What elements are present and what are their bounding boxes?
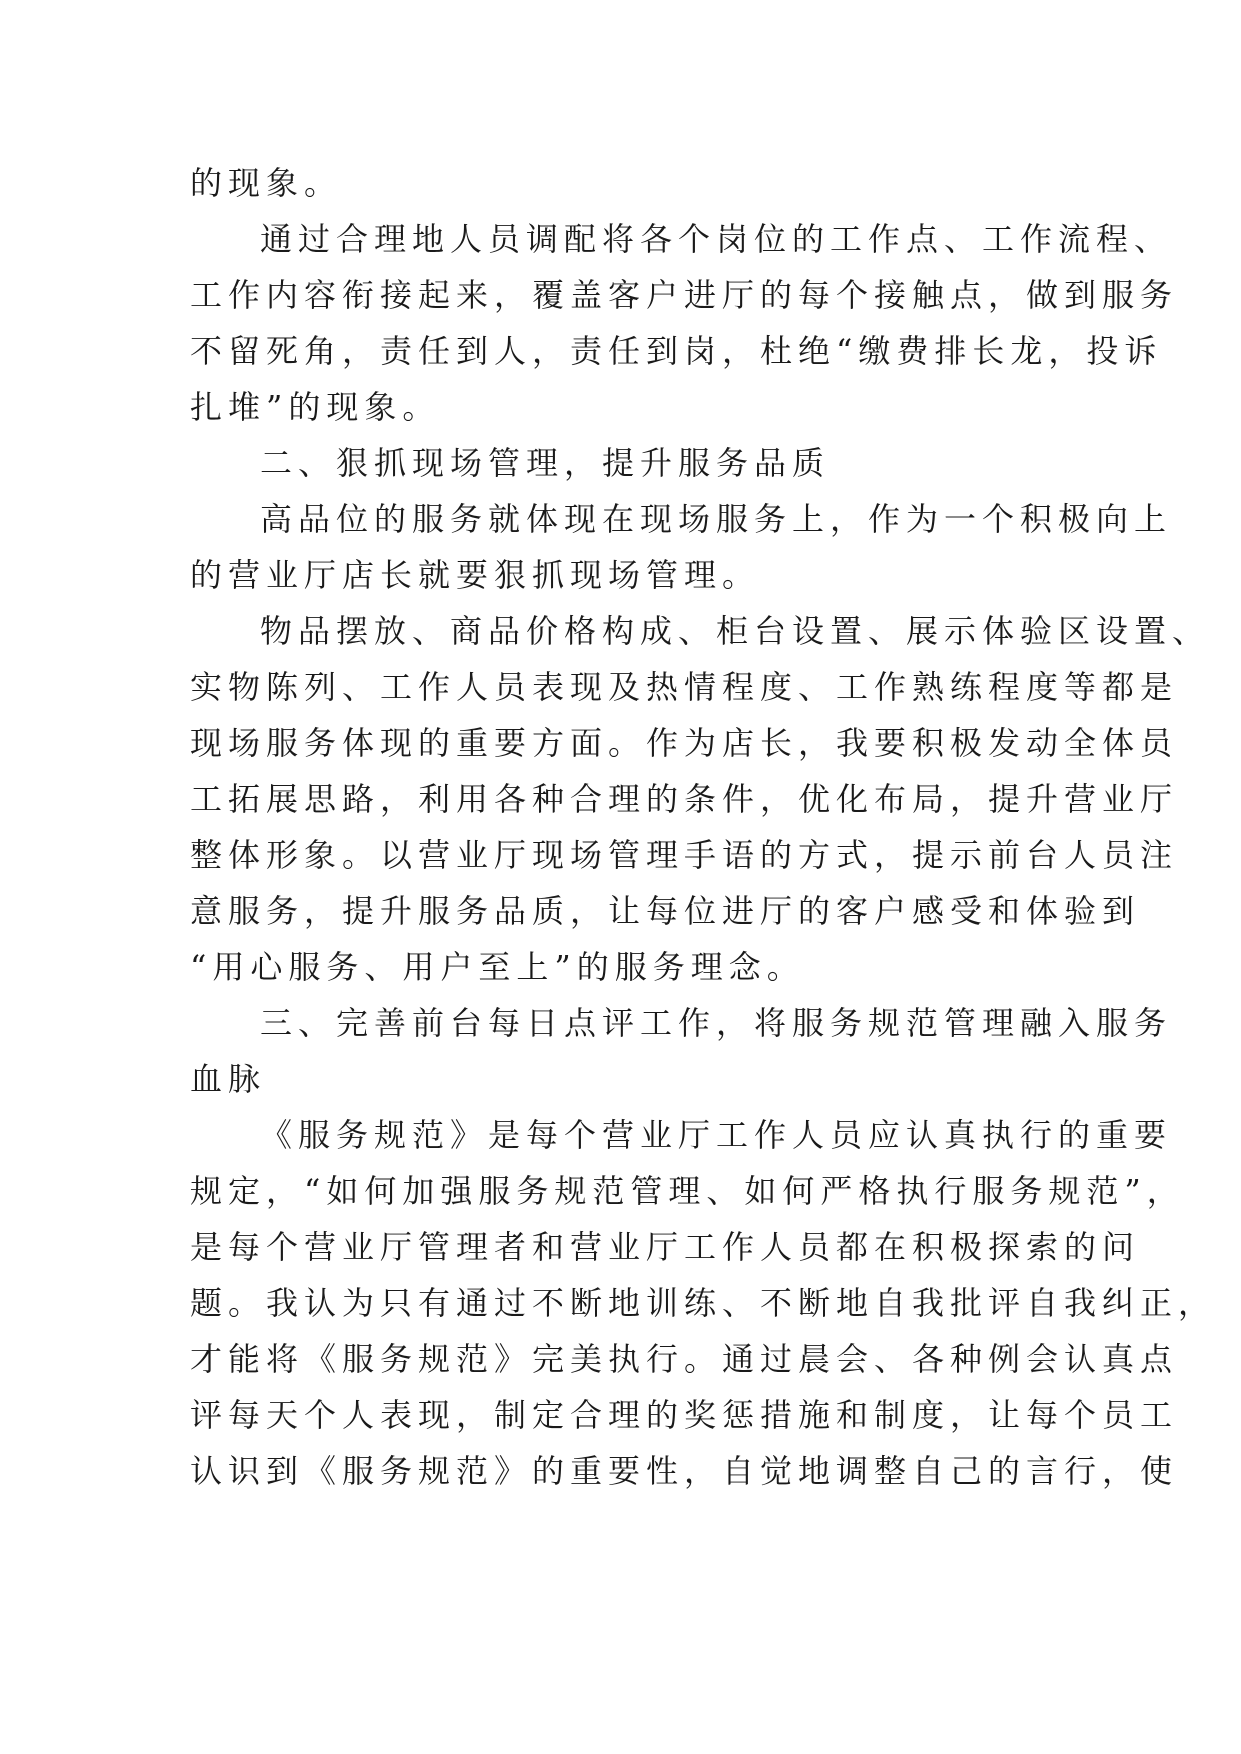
text-line: 规定，“如何加强服务规范管理、如何严格执行服务规范”， (190, 1172, 1185, 1210)
paragraph-start-line: 高品位的服务就体现在现场服务上，作为一个积极向上 (260, 500, 1173, 538)
text-line: 血脉 (190, 1060, 267, 1098)
text-line: 题。我认为只有通过不断地训练、不断地自我批评自我纠正， (190, 1284, 1217, 1322)
text-line: 工作内容衔接起来，覆盖客户进厅的每个接触点，做到服务 (190, 276, 1179, 314)
section-heading-2: 二、狠抓现场管理，提升服务品质 (260, 444, 831, 482)
text-line: 不留死角，责任到人，责任到岗，杜绝“缴费排长龙，投诉 (190, 332, 1163, 370)
text-line: 是每个营业厅管理者和营业厅工作人员都在积极探索的问 (190, 1228, 1141, 1266)
text-line: 认识到《服务规范》的重要性，自觉地调整自己的言行，使 (190, 1452, 1179, 1490)
text-line: 的营业厅店长就要狠抓现场管理。 (190, 556, 761, 594)
text-line: 现场服务体现的重要方面。作为店长，我要积极发动全体员 (190, 724, 1179, 762)
text-line: 的现象。 (190, 164, 343, 202)
text-line: 意服务，提升服务品质，让每位进厅的客户感受和体验到 (190, 892, 1141, 930)
text-line: 整体形象。以营业厅现场管理手语的方式，提示前台人员注 (190, 836, 1179, 874)
section-heading-3: 三、完善前台每日点评工作，将服务规范管理融入服务 (260, 1004, 1173, 1042)
text-line: “用心服务、用户至上”的服务理念。 (190, 948, 805, 986)
text-line: 实物陈列、工作人员表现及热情程度、工作熟练程度等都是 (190, 668, 1179, 706)
paragraph-start-line: 通过合理地人员调配将各个岗位的工作点、工作流程、 (260, 220, 1173, 258)
text-line: 评每天个人表现，制定合理的奖惩措施和制度，让每个员工 (190, 1396, 1179, 1434)
text-line: 才能将《服务规范》完美执行。通过晨会、各种例会认真点 (190, 1340, 1179, 1378)
text-line: 扎堆”的现象。 (190, 388, 441, 426)
text-line: 工拓展思路，利用各种合理的条件，优化布局，提升营业厅 (190, 780, 1179, 818)
document-body (190, 155, 1217, 1499)
paragraph-start-line: 《服务规范》是每个营业厅工作人员应认真执行的重要 (260, 1116, 1173, 1154)
paragraph-start-line: 物品摆放、商品价格构成、柜台设置、展示体验区设置、 (260, 612, 1211, 650)
